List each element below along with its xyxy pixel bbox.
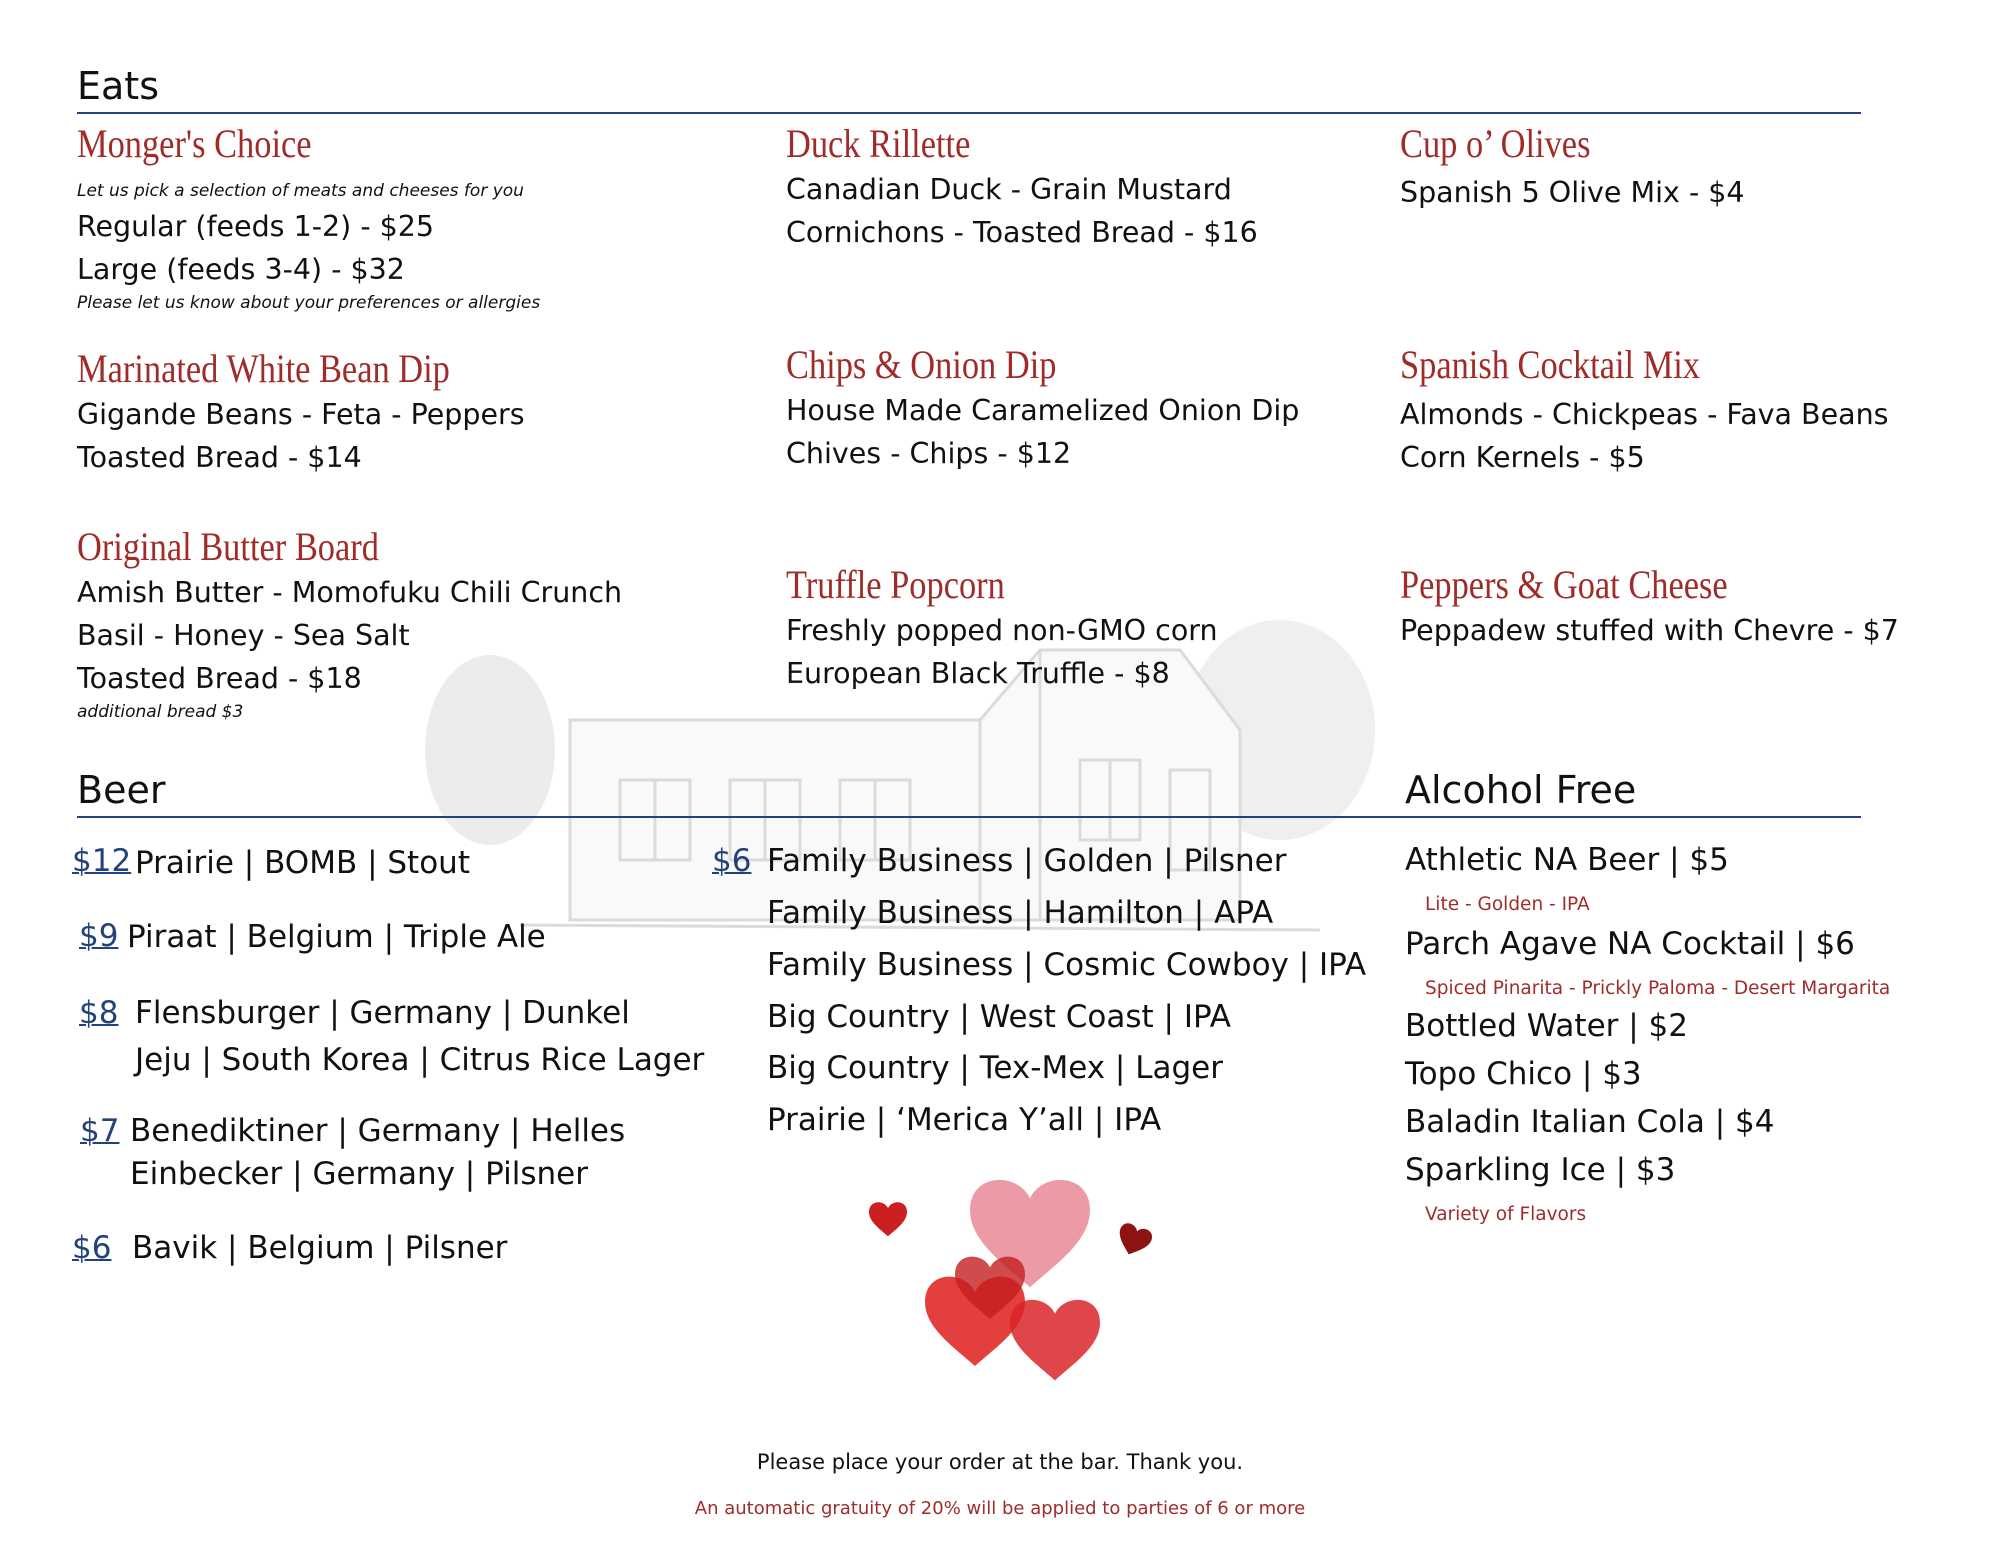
beer-price-6: $6 bbox=[72, 1230, 112, 1266]
beer-price-12: $12 bbox=[72, 843, 132, 879]
cup-olives-line-1: Spanish 5 Olive Mix - $4 bbox=[1400, 176, 1745, 209]
spanish-cocktail-mix-title: Spanish Cocktail Mix bbox=[1400, 342, 1701, 387]
beer-item: Prairie | BOMB | Stout bbox=[135, 845, 470, 881]
order-at-bar-note: Please place your order at the bar. Thank you. bbox=[756, 1450, 1244, 1474]
beer-item: Family Business | Hamilton | APA bbox=[767, 895, 1274, 931]
peppers-goat-cheese-title: Peppers & Goat Cheese bbox=[1400, 562, 1728, 607]
truffle-popcorn-title: Truffle Popcorn bbox=[786, 562, 1005, 607]
beer-item: Bavik | Belgium | Pilsner bbox=[132, 1230, 508, 1266]
beer-item: Prairie | ‘Merica Y’all | IPA bbox=[767, 1102, 1162, 1138]
na-item-athletic-sub: Lite - Golden - IPA bbox=[1425, 894, 1590, 915]
beer-item: Flensburger | Germany | Dunkel bbox=[135, 995, 630, 1031]
beer-item: Family Business | Cosmic Cowboy | IPA bbox=[767, 947, 1367, 983]
eats-divider bbox=[77, 112, 1861, 114]
beer-item: Family Business | Golden | Pilsner bbox=[767, 843, 1287, 879]
mongers-choice-title: Monger's Choice bbox=[77, 121, 312, 166]
peppers-goat-cheese-line-1: Peppadew stuffed with Chevre - $7 bbox=[1400, 614, 1899, 647]
butter-board-line-1: Amish Butter - Momofuku Chili Crunch bbox=[77, 576, 623, 609]
beer-price-9: $9 bbox=[79, 918, 119, 954]
beer-item: Einbecker | Germany | Pilsner bbox=[130, 1156, 588, 1192]
truffle-popcorn-line-2: European Black Truffle - $8 bbox=[786, 657, 1170, 690]
beer-price-7: $7 bbox=[80, 1113, 120, 1149]
eats-section-title: Eats bbox=[77, 64, 159, 108]
na-item-parch: Parch Agave NA Cocktail | $6 bbox=[1405, 926, 1855, 962]
truffle-popcorn-line-1: Freshly popped non-GMO corn bbox=[786, 614, 1218, 647]
na-item-topo-chico: Topo Chico | $3 bbox=[1405, 1056, 1642, 1092]
watercolor-hearts-illustration bbox=[855, 1145, 1165, 1385]
na-item-cola: Baladin Italian Cola | $4 bbox=[1405, 1104, 1775, 1140]
alcohol-free-section-title: Alcohol Free bbox=[1405, 768, 1637, 812]
mongers-choice-note: Let us pick a selection of meats and cheeses for you bbox=[77, 181, 524, 201]
mongers-choice-regular: Regular (feeds 1-2) - $25 bbox=[77, 210, 435, 243]
spanish-cocktail-mix-line-2: Corn Kernels - $5 bbox=[1400, 441, 1645, 474]
duck-rillette-line-1: Canadian Duck - Grain Mustard bbox=[786, 173, 1232, 206]
spanish-cocktail-mix-line-1: Almonds - Chickpeas - Fava Beans bbox=[1400, 398, 1889, 431]
chips-onion-dip-line-1: House Made Caramelized Onion Dip bbox=[786, 394, 1300, 427]
beer-divider bbox=[77, 816, 1861, 818]
white-bean-dip-title: Marinated White Bean Dip bbox=[77, 346, 450, 391]
duck-rillette-line-2: Cornichons - Toasted Bread - $16 bbox=[786, 216, 1258, 249]
butter-board-line-2: Basil - Honey - Sea Salt bbox=[77, 619, 410, 652]
mongers-choice-footnote: Please let us know about your preferences or allergies bbox=[77, 293, 541, 313]
white-bean-dip-line-1: Gigande Beans - Feta - Peppers bbox=[77, 398, 525, 431]
butter-board-line-3: Toasted Bread - $18 bbox=[77, 662, 362, 695]
beer-item: Big Country | Tex-Mex | Lager bbox=[767, 1050, 1223, 1086]
mongers-choice-large: Large (feeds 3-4) - $32 bbox=[77, 253, 405, 286]
chips-onion-dip-line-2: Chives - Chips - $12 bbox=[786, 437, 1072, 470]
beer-item: Jeju | South Korea | Citrus Rice Lager bbox=[135, 1042, 705, 1078]
beer-item: Benediktiner | Germany | Helles bbox=[130, 1113, 626, 1149]
beer-item: Piraat | Belgium | Triple Ale bbox=[127, 919, 546, 955]
na-item-sparkling-ice-sub: Variety of Flavors bbox=[1425, 1204, 1587, 1225]
gratuity-note: An automatic gratuity of 20% will be applied to parties of 6 or more bbox=[694, 1498, 1306, 1519]
beer-item: Big Country | West Coast | IPA bbox=[767, 999, 1231, 1035]
na-item-water: Bottled Water | $2 bbox=[1405, 1008, 1688, 1044]
chips-onion-dip-title: Chips & Onion Dip bbox=[786, 342, 1057, 387]
cup-olives-title: Cup o’ Olives bbox=[1400, 121, 1591, 166]
beer-price-8: $8 bbox=[79, 995, 119, 1031]
butter-board-footnote: additional bread $3 bbox=[77, 702, 244, 722]
beer-section-title: Beer bbox=[77, 768, 166, 812]
white-bean-dip-line-2: Toasted Bread - $14 bbox=[77, 441, 362, 474]
na-item-athletic: Athletic NA Beer | $5 bbox=[1405, 842, 1729, 878]
na-item-parch-sub: Spiced Pinarita - Prickly Paloma - Desert Margarita bbox=[1425, 978, 1891, 999]
beer-price-6: $6 bbox=[712, 843, 752, 879]
duck-rillette-title: Duck Rillette bbox=[786, 121, 971, 166]
butter-board-title: Original Butter Board bbox=[77, 524, 379, 569]
na-item-sparkling-ice: Sparkling Ice | $3 bbox=[1405, 1152, 1676, 1188]
